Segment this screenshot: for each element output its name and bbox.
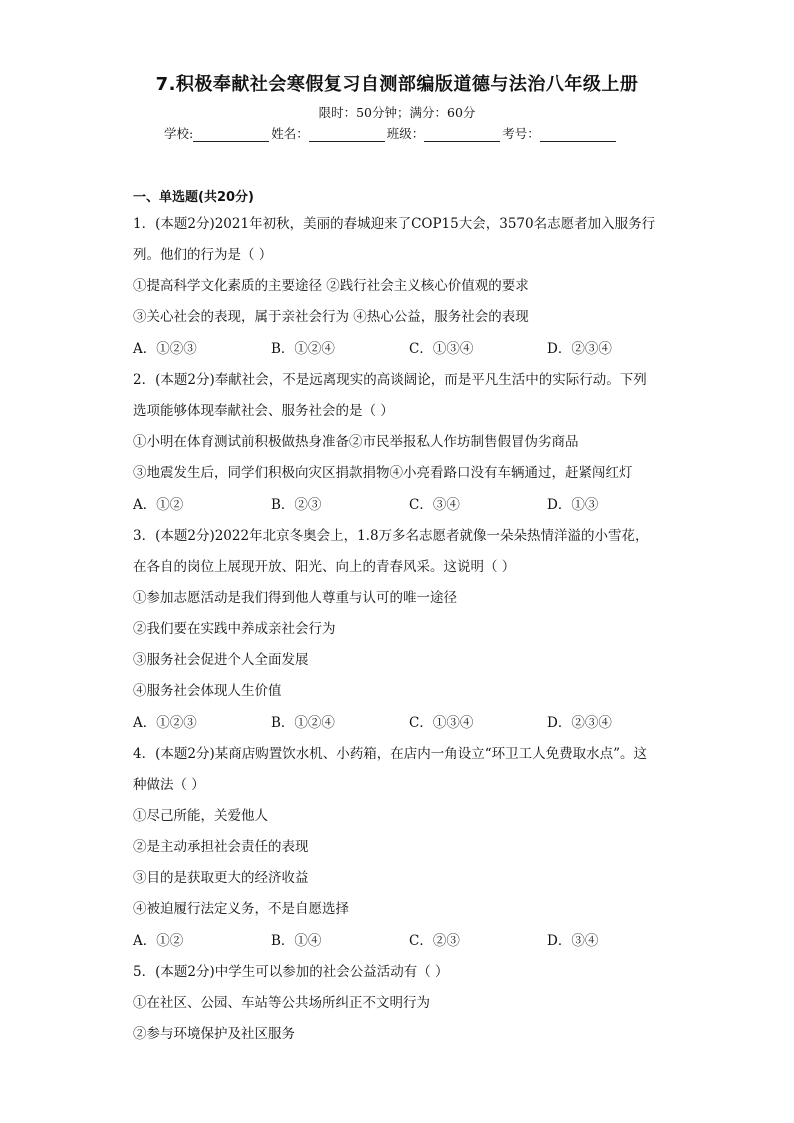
q4-stem-line-2: 种做法（ ） (133, 777, 205, 793)
q1-option-c[interactable]: C．①③④ (409, 341, 474, 357)
q4-option-d[interactable]: D．③④ (547, 933, 599, 949)
q1-stem-line-1: 1．(本题2分)2021年初秋，美丽的春城迎来了COP15大会，3570名志愿者加入服务行 (133, 216, 656, 232)
name-label: 姓名： (271, 126, 309, 141)
q2-statement-1: ①小明在体育测试前积极做热身准备②市民举报私人作坊制售假冒伪劣商品 (133, 434, 579, 450)
q3-statement-3: ③服务社会促进个人全面发展 (133, 652, 309, 668)
q2-option-d[interactable]: D．①③ (547, 497, 599, 513)
q2-option-c[interactable]: C．③④ (409, 497, 460, 513)
q4-statement-4: ④被迫履行法定义务，不是自愿选择 (133, 901, 349, 917)
q2-option-b[interactable]: B．②③ (271, 497, 322, 513)
q3-statement-4: ④服务社会体现人生价值 (133, 683, 282, 699)
class-blank[interactable] (424, 127, 500, 142)
q4-statement-2: ②是主动承担社会责任的表现 (133, 839, 309, 855)
q3-stem-line-2: 在各自的岗位上展现开放、阳光、向上的青春风采。这说明（ ） (133, 559, 516, 575)
q3-option-b[interactable]: B．①②④ (271, 715, 335, 731)
q4-statement-1: ①尽己所能，关爱他人 (133, 808, 268, 824)
name-blank[interactable] (309, 127, 385, 142)
q4-option-c[interactable]: C．②③ (409, 933, 460, 949)
q4-option-a[interactable]: A．①② (133, 933, 184, 949)
student-info-row (164, 124, 618, 142)
school-blank[interactable] (193, 127, 269, 142)
school-field[interactable] (164, 124, 271, 142)
class-field[interactable] (387, 124, 503, 142)
q5-statement-2: ②参与环境保护及社区服务 (133, 1026, 295, 1042)
exam-time-limit: 限时：50分钟；满分：60分 (318, 105, 476, 120)
q1-statement-1: ①提高科学文化素质的主要途径 ②践行社会主义核心价值观的要求 (133, 278, 529, 294)
q1-option-a[interactable]: A．①②③ (133, 341, 197, 357)
section-title: 一、单选题(共20分) (133, 190, 254, 205)
q1-stem-line-2: 列。他们的行为是（ ） (133, 247, 273, 263)
q1-option-b[interactable]: B．①②④ (271, 341, 335, 357)
q1-statement-2: ③关心社会的表现，属于亲社会行为 ④热心公益，服务社会的表现 (133, 309, 529, 325)
q3-option-c[interactable]: C．①③④ (409, 715, 474, 731)
exam-number-field[interactable] (502, 124, 618, 142)
q4-stem-line-1: 4．(本题2分)某商店购置饮水机、小药箱，在店内一角设立“环卫工人免费取水点”。这 (133, 746, 648, 762)
q4-option-b[interactable]: B．①④ (271, 933, 322, 949)
q4-statement-3: ③目的是获取更大的经济收益 (133, 870, 309, 886)
exam-number-label: 考号： (502, 126, 540, 141)
q3-option-d[interactable]: D．②③④ (547, 715, 612, 731)
q2-option-a[interactable]: A．①② (133, 497, 184, 513)
q2-stem-line-2: 选项能够体现奉献社会、服务社会的是（ ） (133, 403, 394, 419)
q2-statement-2: ③地震发生后，同学们积极向灾区捐款捐物④小亮看路口没有车辆通过，赶紧闯红灯 (133, 465, 633, 481)
q5-stem-line-1: 5．(本题2分)中学生可以参加的社会公益活动有（ ） (133, 964, 449, 980)
q3-stem-line-1: 3．(本题2分)2022年北京冬奥会上，1.8万多名志愿者就像一朵朵热情洋溢的小雪花， (133, 528, 649, 544)
q5-statement-1: ①在社区、公园、车站等公共场所纠正不文明行为 (133, 995, 430, 1011)
exam-number-blank[interactable] (540, 127, 616, 142)
school-label: 学校: (164, 126, 194, 141)
q3-statement-1: ①参加志愿活动是我们得到他人尊重与认可的唯一途径 (133, 590, 457, 606)
q2-stem-line-1: 2．(本题2分)奉献社会，不是远离现实的高谈阔论，而是平凡生活中的实际行动。下列 (133, 372, 647, 388)
q3-option-a[interactable]: A．①②③ (133, 715, 197, 731)
class-label: 班级： (386, 126, 425, 141)
exam-title: 7.积极奉献社会寒假复习自测部编版道德与法治八年级上册 (155, 74, 639, 95)
q3-statement-2: ②我们要在实践中养成亲社会行为 (133, 621, 336, 637)
q1-option-d[interactable]: D．②③④ (547, 341, 612, 357)
name-field[interactable] (271, 124, 387, 142)
